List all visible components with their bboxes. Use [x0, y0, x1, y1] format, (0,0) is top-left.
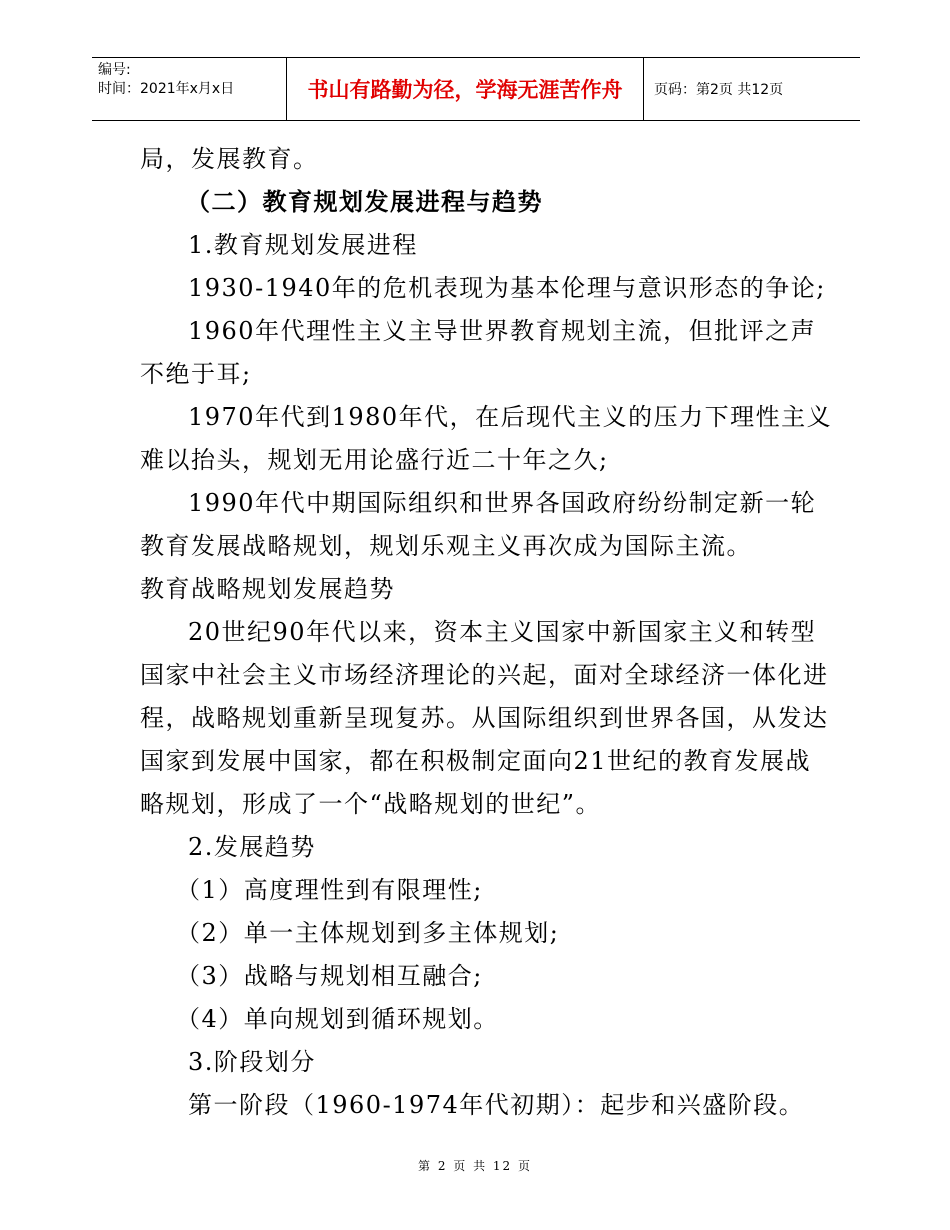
- list-item: （1）高度理性到有限理性;: [176, 876, 483, 904]
- paragraph-line: 20世纪90年代以来，资本主义国家中新国家主义和转型: [188, 618, 817, 646]
- section-heading: （二）教育规划发展进程与趋势: [186, 188, 543, 216]
- subsection-title: 3.阶段划分: [188, 1048, 316, 1076]
- paragraph-line: 局，发展教育。: [140, 145, 319, 173]
- header-page-info: 页码：第2页 共12页: [654, 82, 784, 98]
- paragraph-line: 1970年代到1980年代，在后现代主义的压力下理性主义: [188, 403, 833, 431]
- paragraph-line: 国家到发展中国家，都在积极制定面向21世纪的教育发展战: [140, 747, 812, 775]
- paragraph-line: 国家中社会主义市场经济理论的兴起，面对全球经济一体化进: [140, 661, 829, 689]
- paragraph-line: 第一阶段（1960-1974年代初期）：起步和兴盛阶段。: [188, 1091, 805, 1119]
- paragraph-line: 程，战略规划重新呈现复苏。从国际组织到世界各国，从发达: [140, 704, 829, 732]
- paragraph-line: 1960年代理性主义主导世界教育规划主流，但批评之声: [188, 317, 817, 345]
- subsection-title: 教育战略规划发展趋势: [140, 575, 395, 603]
- list-item: （4）单向规划到循环规划。: [176, 1005, 499, 1033]
- page-footer: 第 2 页 共 12 页: [418, 1159, 532, 1173]
- list-item: （2）单一主体规划到多主体规划;: [176, 919, 560, 947]
- document-body: [140, 138, 833, 1127]
- header-meta: [92, 58, 286, 120]
- page-header: [92, 57, 860, 121]
- serial-label: 编号:: [98, 62, 131, 78]
- paragraph-line: 不绝于耳;: [140, 360, 252, 388]
- paragraph-line: 略规划，形成了一个“战略规划的世纪”。: [140, 790, 602, 818]
- subsection-title: 2.发展趋势: [188, 833, 316, 861]
- paragraph-line: 难以抬头，规划无用论盛行近二十年之久;: [140, 446, 609, 474]
- list-item: （3）战略与规划相互融合;: [176, 962, 483, 990]
- paragraph-line: 1990年代中期国际组织和世界各国政府纷纷制定新一轮: [188, 489, 817, 517]
- subsection-title: 1.教育规划发展进程: [188, 231, 418, 259]
- paragraph-line: 1930-1940年的危机表现为基本伦理与意识形态的争论;: [188, 274, 826, 302]
- paragraph-line: 教育发展战略规划，规划乐观主义再次成为国际主流。: [140, 532, 752, 560]
- header-motto: 书山有路勤为径，学海无涯苦作舟: [286, 58, 644, 120]
- time-label: 时间：2021年x月x日: [98, 81, 235, 97]
